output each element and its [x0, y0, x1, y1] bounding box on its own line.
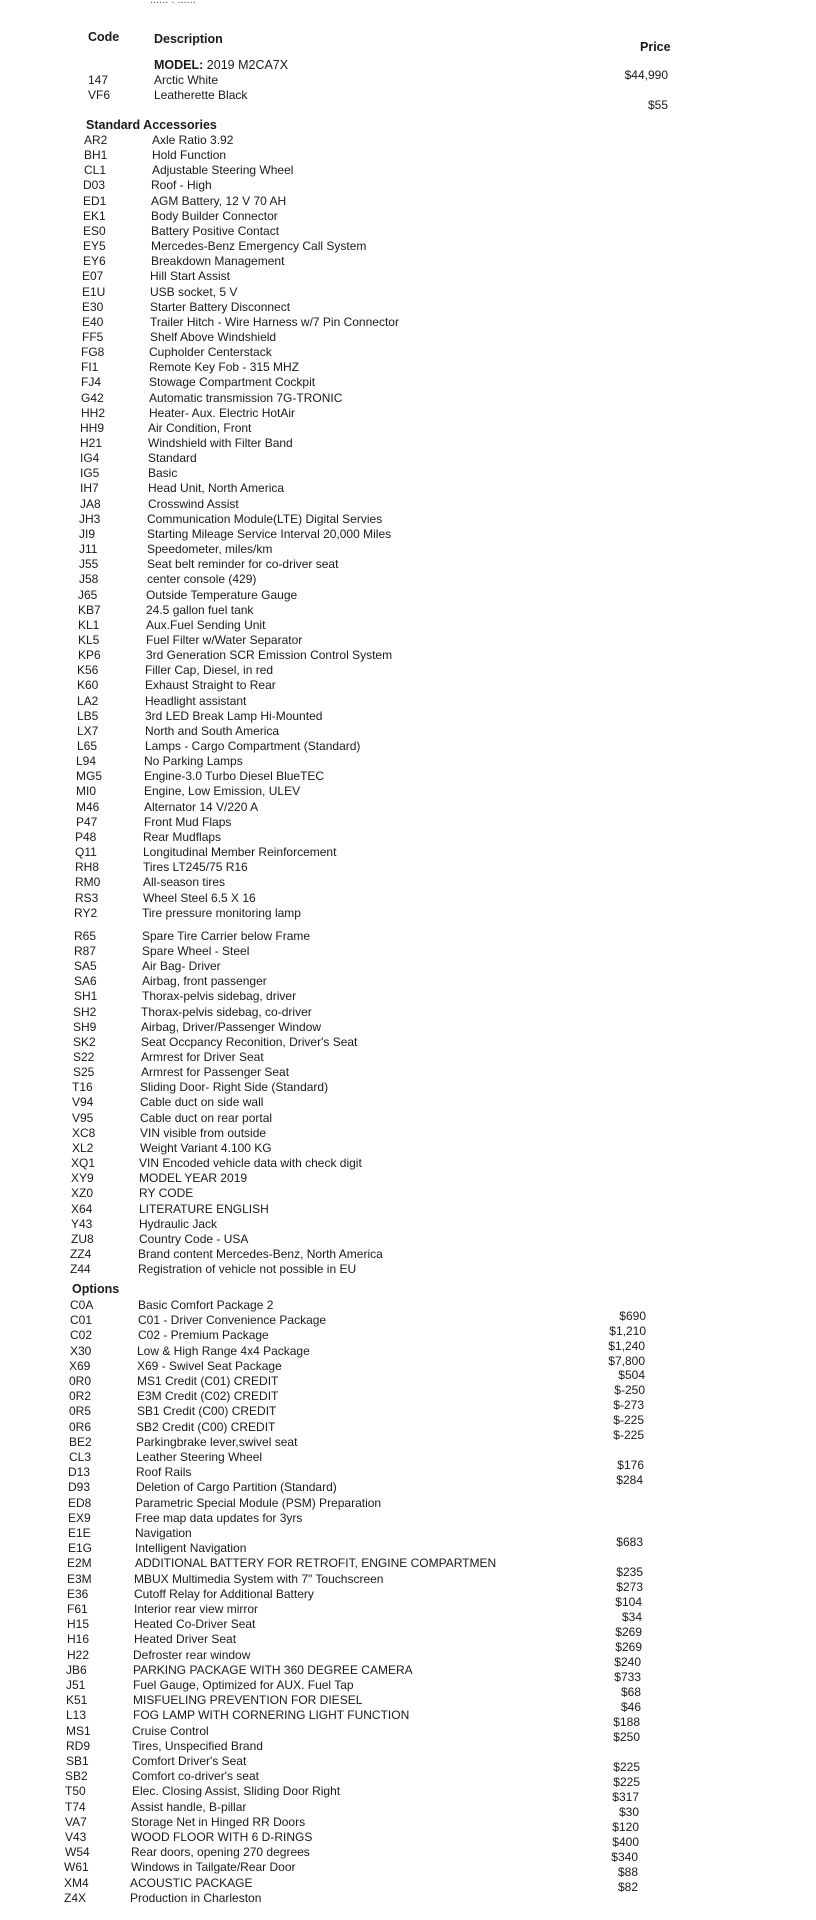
option-row-code: RD9: [66, 1738, 91, 1753]
option-row-code: L13: [66, 1708, 87, 1723]
model-row-code: VF6: [88, 88, 111, 102]
standard-row-description: Heater- Aux. Electric HotAir: [149, 405, 296, 420]
standard-row-description: Lamps - Cargo Compartment (Standard): [145, 739, 361, 753]
standard-row-description: Outside Temperature Gauge: [146, 587, 298, 602]
option-row-code: MS1: [66, 1723, 91, 1738]
standard-row-code: T16: [72, 1080, 93, 1095]
option-row-code: K51: [66, 1693, 88, 1708]
standard-row-code: V95: [72, 1110, 94, 1125]
standard-row-code: RY2: [74, 905, 98, 920]
option-price: $-273: [613, 1398, 644, 1412]
option-row-code: EX9: [68, 1510, 91, 1525]
standard-row-description: Exhaust Straight to Rear: [145, 678, 276, 693]
standard-row-description: Hydraulic Jack: [139, 1216, 218, 1231]
option-price: $225: [613, 1775, 640, 1789]
standard-row-description: AGM Battery, 12 V 70 AH: [151, 193, 287, 208]
standard-row-description: Armrest for Driver Seat: [141, 1050, 264, 1064]
option-row-description: E3M Credit (C02) CREDIT: [137, 1389, 279, 1404]
standard-row-code: R65: [74, 928, 97, 943]
standard-row-description: Mercedes-Benz Emergency Call System: [151, 239, 367, 254]
standard-row-code: LX7: [77, 723, 99, 738]
standard-row-code: RS3: [75, 890, 99, 905]
standard-row-description: Roof - High: [151, 178, 212, 193]
standard-row-description: Air Condition, Front: [148, 420, 252, 435]
option-row-code: BE2: [69, 1434, 92, 1449]
option-row-description: Assist handle, B-pillar: [131, 1799, 247, 1814]
standard-row-code: S25: [73, 1065, 95, 1080]
standard-row-code: M46: [76, 799, 100, 814]
standard-row-description: Airbag, front passenger: [142, 974, 267, 989]
standard-row-code: KL1: [78, 617, 100, 632]
standard-row-code: X64: [71, 1201, 93, 1216]
option-price: $34: [621, 1610, 642, 1624]
option-row-description: FOG LAMP WITH CORNERING LIGHT FUNCTION: [133, 1708, 410, 1723]
model-row-description: Arctic White: [154, 73, 219, 87]
standard-row-description: 3rd LED Break Lamp Hi-Mounted: [145, 708, 323, 723]
standard-row-code: J55: [79, 557, 99, 572]
option-price: $120: [612, 1820, 639, 1834]
standard-row-description: Seat belt reminder for co-driver seat: [147, 557, 339, 572]
standard-row-code: KP6: [78, 648, 101, 663]
standard-row-code: HH2: [81, 405, 106, 420]
option-row-code: 0R5: [69, 1404, 92, 1419]
standard-row-code: AR2: [84, 133, 108, 147]
page-fragment: ...... . ......: [150, 0, 196, 6]
standard-row-description: Air Bag- Driver: [142, 959, 221, 974]
option-price: $504: [618, 1368, 645, 1382]
standard-row-code: SK2: [73, 1034, 96, 1049]
standard-row-description: VIN Encoded vehicle data with check digit: [139, 1156, 362, 1171]
option-row-description: Windows in Tailgate/Rear Door: [131, 1860, 296, 1875]
standard-row-description: Battery Positive Contact: [151, 223, 280, 238]
standard-row-code: ZU8: [71, 1231, 94, 1246]
standard-row-code: Z44: [70, 1262, 91, 1277]
option-row-code: E2M: [67, 1556, 92, 1571]
option-row-description: SB1 Credit (C00) CREDIT: [137, 1404, 277, 1419]
standard-row-code: IH7: [80, 481, 99, 496]
standard-row-description: Airbag, Driver/Passenger Window: [141, 1019, 322, 1034]
model-line: [154, 58, 288, 72]
standard-row-description: Starter Battery Disconnect: [150, 299, 291, 314]
standard-row-description: All-season tires: [143, 875, 226, 890]
standard-row-code: SH2: [73, 1004, 97, 1019]
standard-row-description: Sliding Door- Right Side (Standard): [140, 1080, 329, 1095]
standard-row-code: XY9: [71, 1171, 94, 1186]
option-price: $30: [618, 1805, 639, 1819]
standard-row-code: J65: [78, 587, 98, 602]
standard-row-code: E30: [82, 299, 104, 314]
model-row-description: Leatherette Black: [154, 88, 248, 102]
option-row-description: SB2 Credit (C00) CREDIT: [136, 1419, 276, 1434]
option-row-description: Elec. Closing Assist, Sliding Door Right: [132, 1784, 341, 1799]
standard-row-description: Armrest for Passenger Seat: [141, 1065, 290, 1080]
option-price: $273: [616, 1580, 643, 1594]
standard-row-description: USB socket, 5 V: [150, 284, 238, 299]
model-row-code: 147: [88, 73, 109, 87]
option-row-code: J51: [66, 1678, 86, 1692]
standard-row-description: Speedometer, miles/km: [147, 542, 273, 557]
standard-row-code: FG8: [81, 345, 105, 360]
standard-row-code: HH9: [80, 420, 105, 435]
option-row-code: E1G: [68, 1541, 93, 1556]
option-row-code: XM4: [64, 1875, 89, 1890]
option-price: $683: [616, 1535, 643, 1549]
model-value: 2019 M2CA7X: [206, 58, 289, 72]
option-row-code: T50: [65, 1784, 86, 1799]
option-price: $188: [613, 1715, 640, 1729]
option-row-code: D93: [68, 1480, 91, 1495]
option-row-description: ADDITIONAL BATTERY FOR RETROFIT, ENGINE COMPARTMEN: [135, 1556, 497, 1571]
options-title: Options: [72, 1282, 120, 1296]
model-label: MODEL:: [154, 58, 204, 72]
standard-row-code: XZ0: [71, 1186, 94, 1201]
standard-row-description: Engine, Low Emission, ULEV: [144, 784, 301, 799]
standard-row-code: H21: [80, 436, 103, 450]
standard-row-code: SA5: [74, 959, 97, 974]
standard-row-code: L94: [76, 754, 97, 769]
standard-row-code: EY5: [83, 239, 106, 254]
standard-row-code: EK1: [83, 208, 106, 223]
standard-row-code: KB7: [78, 602, 101, 617]
standard-row-description: Country Code - USA: [139, 1231, 249, 1246]
standard-row-description: Cable duct on rear portal: [140, 1110, 273, 1125]
option-price: $269: [615, 1640, 642, 1654]
standard-row-code: E1U: [82, 284, 106, 299]
standard-row-code: FF5: [82, 329, 104, 344]
header-code: Code: [88, 30, 120, 44]
option-price: $240: [614, 1655, 641, 1669]
standard-row-description: Starting Mileage Service Interval 20,000 Miles: [147, 526, 392, 541]
standard-row-description: Engine-3.0 Turbo Diesel BlueTEC: [144, 769, 325, 784]
option-price: $82: [617, 1880, 638, 1894]
option-row-code: CL3: [69, 1450, 92, 1464]
standard-row-description: Communication Module(LTE) Digital Servies: [147, 511, 383, 526]
option-price: $235: [616, 1565, 643, 1579]
option-price: $-225: [613, 1413, 644, 1427]
option-price: $400: [612, 1835, 639, 1849]
standard-row-code: J11: [79, 542, 98, 557]
option-row-description: Interior rear view mirror: [134, 1602, 259, 1616]
option-row-description: Parametric Special Module (PSM) Preparation: [135, 1495, 382, 1510]
standard-row-description: Brand content Mercedes-Benz, North America: [138, 1246, 383, 1261]
standard-row-code: JH3: [79, 511, 101, 526]
standard-row-code: G42: [81, 390, 104, 405]
standard-row-description: Seat Occpancy Reconition, Driver's Seat: [141, 1034, 358, 1049]
option-row-description: Parkingbrake lever,swivel seat: [136, 1434, 298, 1449]
standard-row-description: Alternator 14 V/220 A: [144, 799, 259, 814]
standard-row-description: Tires LT245/75 R16: [143, 860, 248, 875]
option-price: $733: [614, 1670, 641, 1684]
option-row-description: Comfort co-driver's seat: [132, 1769, 259, 1784]
option-row-description: WOOD FLOOR WITH 6 D-RINGS: [131, 1830, 313, 1844]
option-row-code: E1E: [68, 1526, 91, 1540]
option-row-code: X69: [69, 1358, 91, 1373]
standard-row-description: Stowage Compartment Cockpit: [149, 375, 316, 390]
standard-row-code: CL1: [84, 163, 107, 178]
option-row-description: Intelligent Navigation: [135, 1541, 247, 1556]
standard-row-code: LB5: [77, 708, 99, 723]
standard-row-description: Automatic transmission 7G-TRONIC: [149, 390, 343, 405]
standard-row-code: SA6: [74, 974, 97, 989]
standard-row-description: Longitudinal Member Reinforcement: [143, 845, 337, 860]
standard-row-code: K56: [77, 663, 99, 678]
standard-row-description: Spare Wheel - Steel: [142, 943, 250, 958]
standard-row-code: K60: [77, 678, 99, 693]
option-row-description: Basic Comfort Package 2: [138, 1298, 274, 1312]
standard-row-description: Head Unit, North America: [148, 481, 285, 496]
standard-row-code: E07: [82, 269, 104, 284]
standard-row-description: VIN visible from outside: [140, 1125, 267, 1140]
option-row-description: MISFUELING PREVENTION FOR DIESEL: [133, 1693, 363, 1708]
option-price: $1,210: [609, 1324, 646, 1338]
option-price: $-250: [614, 1383, 645, 1397]
option-row-description: Defroster rear window: [133, 1647, 251, 1662]
standard-row-code: Y43: [71, 1216, 93, 1231]
standard-row-description: Spare Tire Carrier below Frame: [142, 928, 311, 943]
option-row-code: H22: [67, 1647, 90, 1662]
standard-row-description: Wheel Steel 6.5 X 16: [143, 890, 256, 905]
standard-row-description: Rear Mudflaps: [143, 829, 222, 844]
standard-row-description: Registration of vehicle not possible in EU: [138, 1262, 357, 1277]
standard-row-description: Hold Function: [152, 148, 227, 163]
standard-row-code: D03: [83, 178, 106, 193]
standard-row-description: Front Mud Flaps: [144, 814, 232, 829]
option-row-code: H16: [67, 1632, 90, 1647]
option-row-description: Tires, Unspecified Brand: [132, 1738, 263, 1753]
option-row-code: E3M: [67, 1571, 92, 1586]
standard-row-description: Tire pressure monitoring lamp: [142, 905, 301, 920]
standard-row-code: S22: [73, 1050, 95, 1064]
standard-row-description: Body Builder Connector: [151, 208, 278, 223]
option-row-code: D13: [68, 1465, 91, 1480]
header-description: Description: [154, 32, 223, 46]
option-row-code: C0A: [70, 1298, 94, 1312]
standard-row-description: MODEL YEAR 2019: [139, 1171, 248, 1186]
option-price: $88: [617, 1865, 638, 1879]
option-price: $1,240: [608, 1339, 645, 1353]
standard-row-code: RH8: [75, 860, 100, 875]
option-price: $176: [617, 1458, 644, 1472]
standard-row-description: Crosswind Assist: [148, 496, 239, 511]
standard-row-code: RM0: [75, 875, 101, 890]
standard-row-code: SH1: [74, 989, 98, 1004]
option-row-description: Rear doors, opening 270 degrees: [131, 1845, 310, 1860]
standard-row-description: Breakdown Management: [151, 254, 285, 269]
standard-row-description: 24.5 gallon fuel tank: [146, 602, 254, 617]
standard-row-code: KL5: [78, 632, 100, 647]
standard-row-description: Windshield with Filter Band: [148, 436, 293, 450]
option-row-code: Z4X: [64, 1890, 87, 1905]
standard-row-code: XC8: [72, 1125, 96, 1140]
option-row-description: C02 - Premium Package: [138, 1328, 269, 1343]
standard-row-code: IG4: [80, 451, 100, 466]
standard-row-code: FI1: [81, 360, 99, 375]
option-row-description: Cutoff Relay for Additional Battery: [134, 1586, 314, 1601]
option-row-code: 0R2: [69, 1389, 92, 1404]
standard-accessories-title: Standard Accessories: [86, 118, 217, 132]
standard-row-description: Hill Start Assist: [150, 269, 231, 284]
option-row-description: Navigation: [135, 1526, 192, 1540]
standard-row-code: P47: [76, 814, 98, 829]
standard-row-description: 3rd Generation SCR Emission Control System: [146, 648, 393, 663]
option-row-code: X30: [70, 1343, 92, 1358]
standard-row-description: RY CODE: [139, 1186, 194, 1201]
model-row-price: $44,990: [624, 68, 668, 82]
standard-row-code: MI0: [76, 784, 97, 799]
option-row-description: Heated Co-Driver Seat: [134, 1617, 256, 1632]
standard-row-description: No Parking Lamps: [144, 754, 243, 769]
option-row-code: ED8: [68, 1495, 92, 1510]
option-row-description: Fuel Gauge, Optimized for AUX. Fuel Tap: [133, 1678, 354, 1692]
standard-row-code: SH9: [73, 1019, 97, 1034]
option-row-code: H15: [67, 1617, 90, 1632]
standard-row-description: Thorax-pelvis sidebag, co-driver: [141, 1004, 312, 1019]
standard-row-code: R87: [74, 943, 97, 958]
option-row-description: Roof Rails: [136, 1465, 192, 1480]
option-row-description: X69 - Swivel Seat Package: [137, 1358, 282, 1373]
standard-row-description: Thorax-pelvis sidebag, driver: [142, 989, 297, 1004]
option-price: $7,800: [608, 1354, 645, 1368]
option-price: $-225: [613, 1428, 644, 1442]
standard-row-description: Axle Ratio 3.92: [152, 133, 234, 147]
option-row-code: 0R6: [69, 1419, 92, 1434]
standard-row-description: North and South America: [145, 723, 280, 738]
model-row-price: $55: [647, 98, 668, 112]
standard-row-code: MG5: [76, 769, 103, 784]
option-row-code: SB1: [66, 1754, 89, 1768]
option-price: $690: [619, 1309, 646, 1323]
option-row-description: Free map data updates for 3yrs: [135, 1510, 303, 1525]
option-row-description: C01 - Driver Convenience Package: [138, 1313, 327, 1328]
standard-row-code: J58: [79, 572, 99, 587]
standard-row-description: Fuel Filter w/Water Separator: [146, 632, 303, 647]
header-price: Price: [640, 40, 671, 54]
option-price: $269: [615, 1625, 642, 1639]
standard-row-description: Adjustable Steering Wheel: [152, 163, 294, 178]
option-row-description: MBUX Multimedia System with 7" Touchscreen: [134, 1571, 384, 1586]
standard-row-code: XQ1: [71, 1156, 96, 1171]
option-row-code: 0R0: [69, 1374, 92, 1388]
option-row-description: Production in Charleston: [130, 1890, 262, 1905]
standard-row-code: ZZ4: [70, 1246, 92, 1261]
option-row-description: Deletion of Cargo Partition (Standard): [136, 1480, 337, 1495]
standard-row-code: JA8: [80, 496, 101, 511]
standard-row-description: center console (429): [147, 572, 257, 587]
option-row-code: JB6: [66, 1662, 87, 1677]
standard-row-description: Cupholder Centerstack: [149, 345, 272, 360]
standard-row-description: Basic: [148, 466, 178, 481]
option-row-code: V43: [65, 1830, 87, 1844]
standard-row-code: L65: [77, 739, 98, 753]
option-price: $340: [611, 1850, 638, 1864]
standard-row-code: P48: [75, 829, 97, 844]
option-row-description: Cruise Control: [132, 1723, 209, 1738]
option-row-description: Storage Net in Hinged RR Doors: [131, 1814, 306, 1829]
option-price: $68: [620, 1685, 641, 1699]
option-row-code: SB2: [65, 1769, 88, 1784]
standard-row-description: Headlight assistant: [145, 693, 247, 708]
standard-row-description: Shelf Above Windshield: [150, 329, 277, 344]
option-row-description: Heated Driver Seat: [134, 1632, 237, 1647]
option-row-description: Low & High Range 4x4 Package: [137, 1343, 310, 1358]
option-price: $317: [612, 1790, 639, 1804]
option-price: $250: [613, 1730, 640, 1744]
option-row-code: W61: [64, 1860, 89, 1875]
option-row-description: ACOUSTIC PACKAGE: [130, 1875, 253, 1890]
standard-row-code: FJ4: [81, 375, 102, 390]
option-row-code: E36: [67, 1586, 89, 1601]
standard-row-description: Weight Variant 4.100 KG: [140, 1140, 272, 1155]
standard-row-description: Remote Key Fob - 315 MHZ: [149, 360, 300, 375]
option-row-description: Leather Steering Wheel: [136, 1450, 263, 1464]
standard-row-code: LA2: [77, 693, 99, 708]
option-row-description: PARKING PACKAGE WITH 360 DEGREE CAMERA: [133, 1662, 413, 1677]
standard-row-code: V94: [72, 1095, 94, 1110]
option-row-description: Comfort Driver's Seat: [132, 1754, 247, 1768]
option-row-description: MS1 Credit (C01) CREDIT: [137, 1374, 279, 1388]
standard-row-code: Q11: [75, 845, 97, 860]
standard-row-code: EY6: [83, 254, 106, 269]
option-row-code: T74: [65, 1799, 86, 1814]
standard-row-code: ED1: [83, 193, 107, 208]
option-price: $46: [620, 1700, 641, 1714]
standard-row-code: IG5: [80, 466, 100, 481]
option-row-code: C01: [70, 1313, 93, 1328]
standard-row-code: E40: [82, 314, 104, 329]
standard-row-description: Cable duct on side wall: [140, 1095, 264, 1110]
standard-row-description: Standard: [148, 451, 197, 466]
option-row-code: VA7: [65, 1814, 87, 1829]
standard-row-description: Trailer Hitch - Wire Harness w/7 Pin Connector: [150, 314, 399, 329]
option-price: $104: [615, 1595, 642, 1609]
standard-row-description: Filler Cap, Diesel, in red: [145, 663, 274, 678]
option-price: $225: [613, 1760, 640, 1774]
standard-row-description: LITERATURE ENGLISH: [139, 1201, 269, 1216]
option-price: $284: [616, 1473, 643, 1487]
standard-row-code: ES0: [83, 223, 106, 238]
standard-row-code: JI9: [79, 526, 96, 541]
standard-row-description: Aux.Fuel Sending Unit: [146, 617, 266, 632]
standard-row-code: BH1: [84, 148, 108, 163]
standard-row-code: XL2: [72, 1140, 94, 1155]
option-row-code: W54: [65, 1845, 90, 1860]
option-row-code: F61: [67, 1602, 88, 1616]
option-row-code: C02: [70, 1328, 93, 1343]
